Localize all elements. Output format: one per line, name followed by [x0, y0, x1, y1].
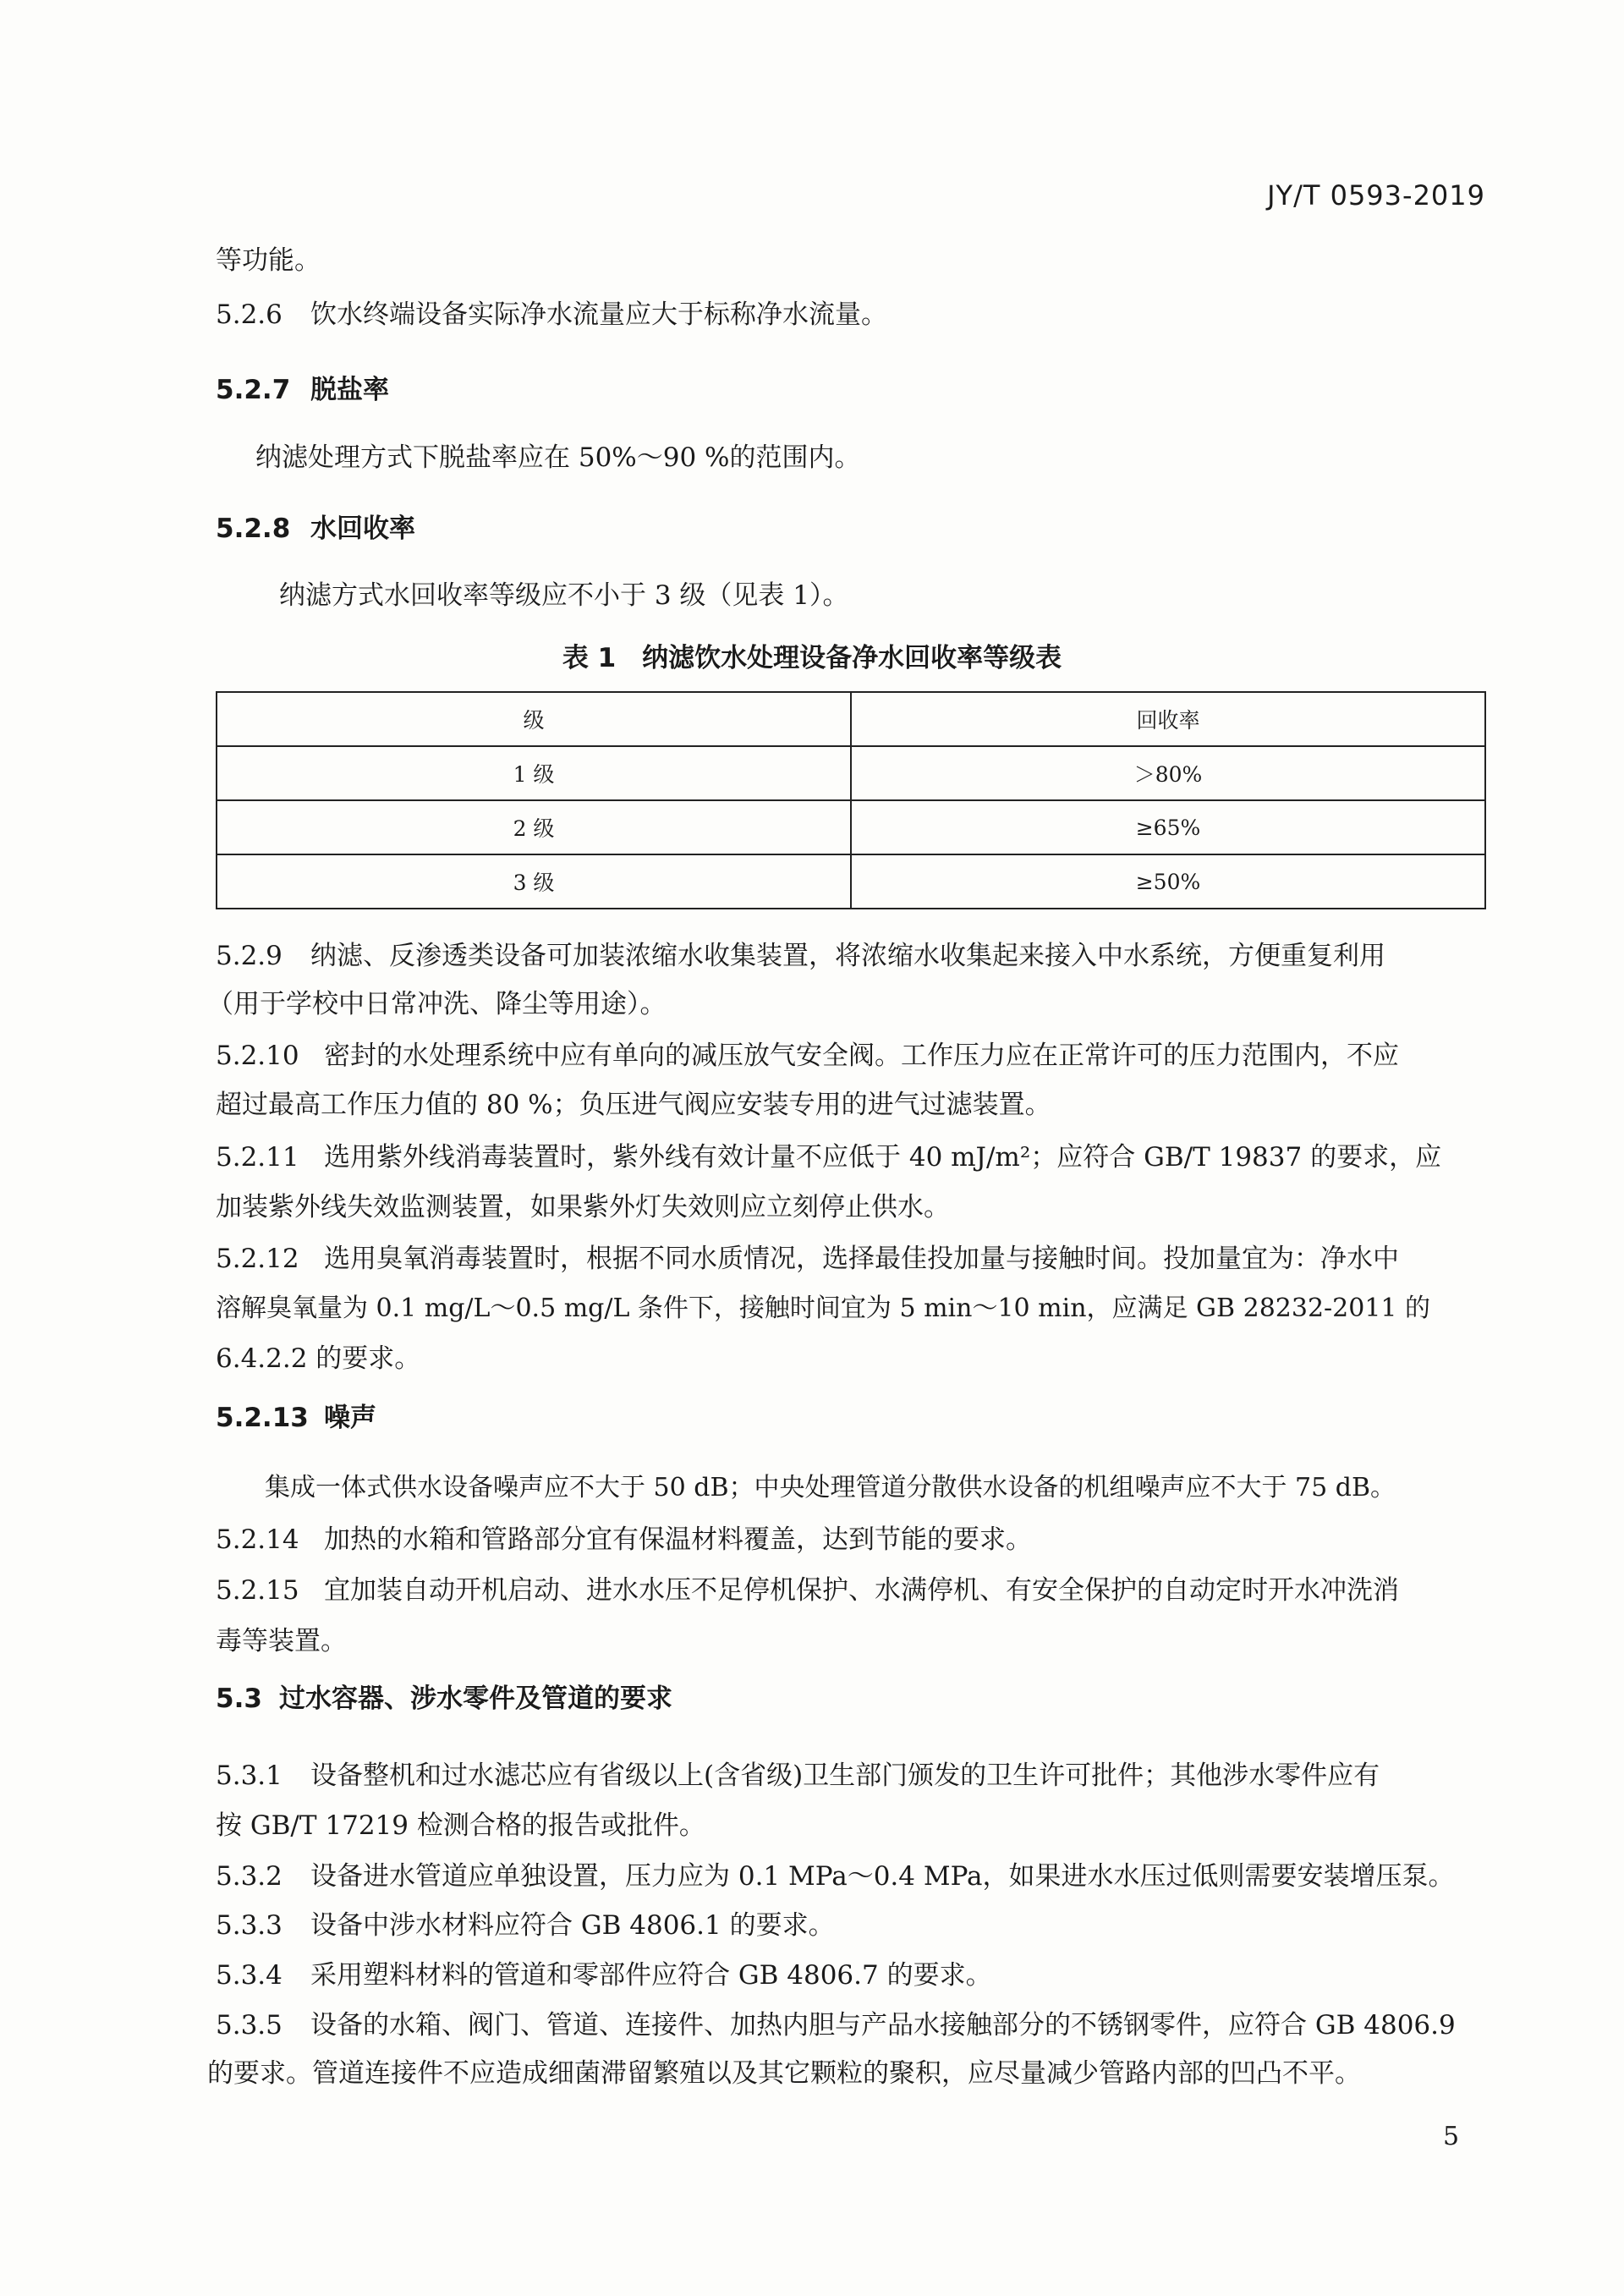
- cell-grade: 2 级: [217, 800, 851, 854]
- clause-number: 5.2.15: [216, 1575, 299, 1606]
- clause-number: 5.2.7: [216, 375, 291, 405]
- clause-5-2-6: [216, 298, 887, 332]
- clause-5-2-8-text: 纳滤方式水回收率等级应不小于 3 级（见表 1）。: [279, 580, 849, 611]
- section-number: 5.3: [216, 1684, 262, 1714]
- clause-number: 5.2.12: [216, 1244, 299, 1274]
- clause-number: 5.2.14: [216, 1524, 299, 1555]
- clause-5-2-9: [216, 939, 1385, 973]
- header-rate: 回收率: [851, 692, 1485, 746]
- header-grade: 级: [217, 692, 851, 746]
- clause-number: 5.3.3: [216, 1910, 283, 1941]
- clause-text: 饮水终端设备实际净水流量应大于标称净水流量。: [310, 299, 887, 330]
- section-5-3-heading: [216, 1682, 672, 1716]
- clause-5-2-12: [216, 1242, 1399, 1276]
- clause-text: 设备整机和过水滤芯应有省级以上(含省级)卫生部门颁发的卫生许可批件；其他涉水零件应有: [310, 1760, 1380, 1791]
- clause-number: 5.2.9: [216, 941, 283, 971]
- clause-5-2-12-line2: 溶解臭氧量为 0.1 mg/L～0.5 mg/L 条件下，接触时间宜为 5 min～10 min，应满足 GB 28232-2011 的: [216, 1294, 1431, 1323]
- clause-text: 选用紫外线消毒装置时，紫外线有效计量不应低于 40 mJ/m²；应符合 GB/T 19837 的要求，应: [324, 1142, 1442, 1173]
- clause-5-3-3: [216, 1909, 835, 1942]
- clause-text: 密封的水处理系统中应有单向的减压放气安全阀。工作压力应在正常许可的压力范围内，不应: [324, 1041, 1399, 1071]
- clause-5-2-13-text: 集成一体式供水设备噪声应不大于 50 dB；中央处理管道分散供水设备的机组噪声应不大于 75 dB。: [265, 1473, 1396, 1502]
- clause-5-3-2: [216, 1859, 1455, 1893]
- section-title: 过水容器、涉水零件及管道的要求: [279, 1684, 672, 1714]
- clause-title: 水回收率: [310, 514, 415, 544]
- clause-5-2-13-heading: [216, 1401, 376, 1435]
- cell-rate: ≥65%: [851, 800, 1485, 854]
- clause-number: 5.2.11: [216, 1142, 299, 1173]
- clause-text: 纳滤、反渗透类设备可加装浓缩水收集装置，将浓缩水收集起来接入中水系统，方便重复利用: [310, 941, 1385, 971]
- clause-number: 5.2.10: [216, 1041, 299, 1071]
- clause-5-3-5-line2: 的要求。管道连接件不应造成细菌滞留繁殖以及其它颗粒的聚积，应尽量减少管路内部的凹凸不平。: [207, 2058, 1361, 2089]
- table-caption: 表 1 纳滤饮水处理设备净水回收率等级表: [562, 643, 1062, 673]
- clause-5-3-1-line2: 按 GB/T 17219 检测合格的报告或批件。: [216, 1810, 705, 1841]
- clause-number: 5.3.5: [216, 2010, 283, 2041]
- clause-number: 5.3.1: [216, 1760, 283, 1791]
- clause-number: 5.2.6: [216, 299, 283, 330]
- cell-rate: ＞80%: [851, 746, 1485, 800]
- clause-5-3-4: [216, 1958, 992, 1992]
- clause-5-2-10: [216, 1039, 1399, 1073]
- clause-text: 采用塑料材料的管道和零部件应符合 GB 4806.7 的要求。: [310, 1960, 992, 1991]
- table-header-row: [217, 692, 1485, 746]
- clause-text: 设备进水管道应单独设置，压力应为 0.1 MPa～0.4 MPa，如果进水水压过低则需要安装增压泵。: [310, 1861, 1455, 1892]
- clause-5-2-11: [216, 1140, 1441, 1174]
- recovery-rate-table: [216, 691, 1486, 909]
- clause-5-3-1: [216, 1759, 1380, 1793]
- clause-5-2-11-line2: 加装紫外线失效监测装置，如果紫外灯失效则应立刻停止供水。: [216, 1192, 950, 1222]
- clause-number: 5.2.8: [216, 514, 291, 544]
- cell-grade: 3 级: [217, 854, 851, 909]
- clause-5-2-9-line2: （用于学校中日常冲洗、降尘等用途）。: [207, 989, 667, 1019]
- clause-text: 加热的水箱和管路部分宜有保温材料覆盖，达到节能的要求。: [324, 1524, 1032, 1555]
- clause-5-2-8-heading: [216, 512, 415, 546]
- clause-title: 脱盐率: [310, 375, 389, 405]
- clause-text: 设备的水箱、阀门、管道、连接件、加热内胆与产品水接触部分的不锈钢零件，应符合 GB 4806.9: [310, 2010, 1456, 2041]
- clause-5-2-15-line2: 毒等装置。: [216, 1626, 347, 1656]
- clause-5-2-15: [216, 1574, 1399, 1607]
- page-number: 5: [1443, 2122, 1460, 2151]
- clause-number: 5.3.4: [216, 1960, 283, 1991]
- clause-5-3-5: [216, 2008, 1456, 2042]
- standard-number: JY/T 0593-2019: [1267, 179, 1485, 211]
- clause-5-2-7-text: 纳滤处理方式下脱盐率应在 50%～90 %的范围内。: [255, 442, 861, 473]
- clause-title: 噪声: [324, 1403, 376, 1433]
- table-row: [217, 854, 1485, 909]
- paragraph-continuation: 等功能。: [216, 245, 321, 276]
- clause-5-2-14: [216, 1523, 1032, 1557]
- table-row: [217, 800, 1485, 854]
- clause-text: 宜加装自动开机启动、进水水压不足停机保护、水满停机、有安全保护的自动定时开水冲洗消: [324, 1575, 1399, 1606]
- table-row: [217, 746, 1485, 800]
- clause-5-2-10-line2: 超过最高工作压力值的 80 %；负压进气阀应安装专用的进气过滤装置。: [216, 1090, 1051, 1120]
- cell-grade: 1 级: [217, 746, 851, 800]
- clause-text: 选用臭氧消毒装置时，根据不同水质情况，选择最佳投加量与接触时间。投加量宜为：净水中: [324, 1244, 1399, 1274]
- clause-5-2-12-line3: 6.4.2.2 的要求。: [216, 1343, 421, 1374]
- cell-rate: ≥50%: [851, 854, 1485, 909]
- clause-text: 设备中涉水材料应符合 GB 4806.1 的要求。: [310, 1910, 835, 1941]
- clause-5-2-7-heading: [216, 373, 389, 407]
- clause-number: 5.2.13: [216, 1403, 309, 1433]
- clause-number: 5.3.2: [216, 1861, 283, 1892]
